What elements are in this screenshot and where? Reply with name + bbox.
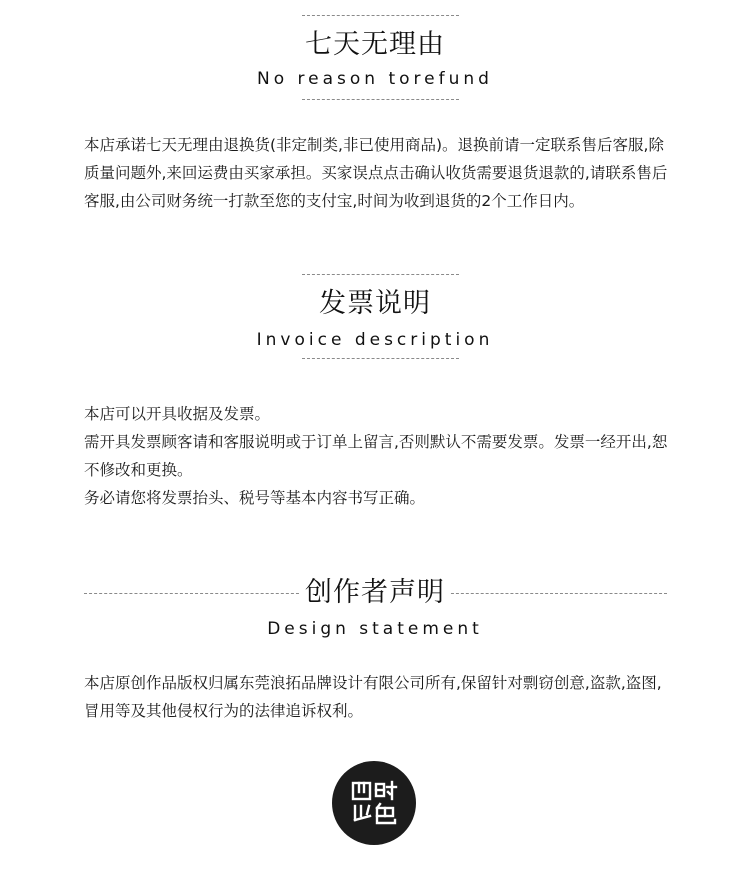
brand-logo xyxy=(332,761,416,845)
design-subtitle: Design statement xyxy=(267,619,483,639)
invoice-line: 务必请您将发票抬头、税号等基本内容书写正确。 xyxy=(84,489,426,507)
invoice-line: 需开具发票顾客请和客服说明或于订单上留言,否则默认不需要发票。发票一经开出,恕不修改和更换。 xyxy=(84,433,668,479)
refund-bottom-divider xyxy=(302,99,459,100)
refund-subtitle: No reason torefund xyxy=(257,69,493,89)
design-title-row xyxy=(0,576,750,613)
invoice-bottom-divider xyxy=(302,358,459,359)
design-title: 创作者声明 xyxy=(301,577,449,608)
brand-seal-icon xyxy=(349,778,399,828)
refund-body xyxy=(84,131,674,215)
refund-body-text: 本店承诺七天无理由退换货(非定制类,非已使用商品)。退换前请一定联系售后客服,除质量问题外,来回运费由买家承担。买家误点点击确认收货需要退货退款的,请联系售后客服,由公司财务统一打款至您的支付宝,时间为收到退货的2个工作日内。 xyxy=(84,136,668,210)
invoice-top-divider xyxy=(302,274,459,275)
invoice-title: 发票说明 xyxy=(319,288,431,319)
invoice-body xyxy=(84,400,674,512)
refund-title: 七天无理由 xyxy=(305,29,445,60)
design-body-text: 本店原创作品版权归属东莞浪拓品牌设计有限公司所有,保留针对剽窃创意,盗款,盗图,冒用等及其他侵权行为的法律追诉权利。 xyxy=(84,674,662,720)
design-body xyxy=(84,669,674,725)
invoice-subtitle: Invoice description xyxy=(256,330,494,350)
invoice-line: 本店可以开具收据及发票。 xyxy=(84,405,271,423)
refund-top-divider xyxy=(302,15,459,16)
